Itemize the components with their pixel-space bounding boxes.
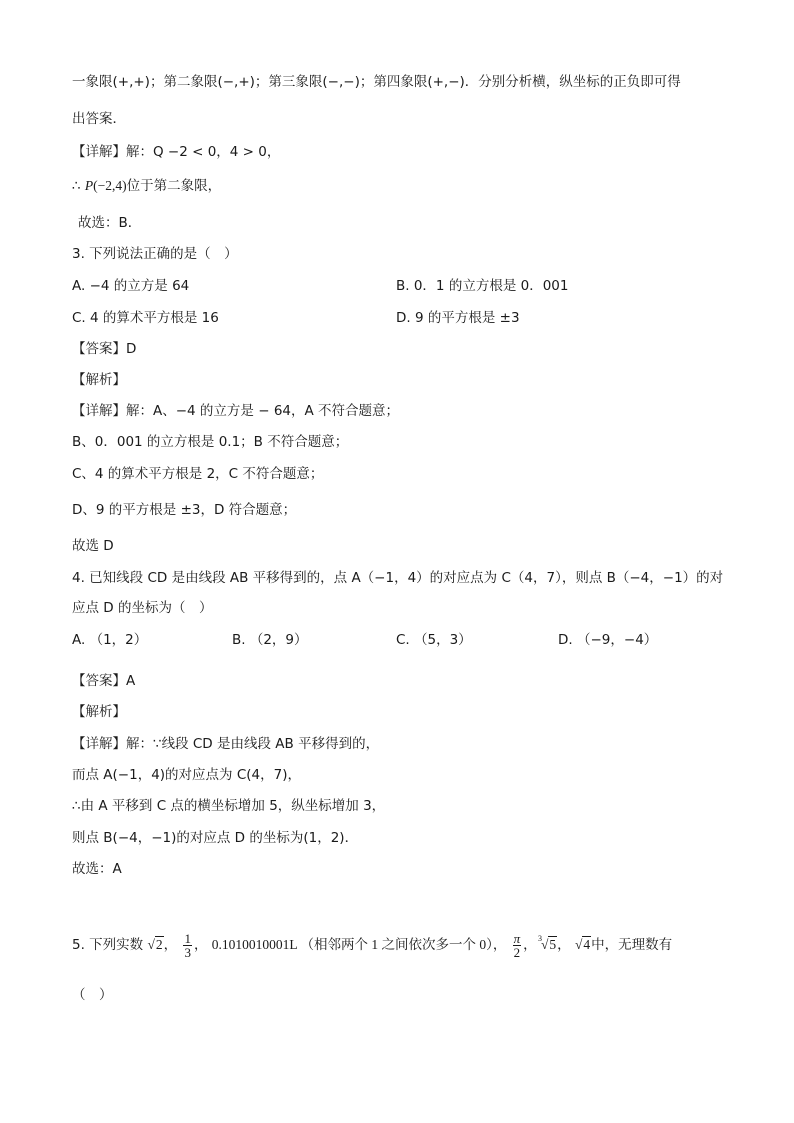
- text-line-point-p: [72, 176, 221, 196]
- q3-option-b: B. 0．1 的立方根是 0．001: [396, 278, 569, 294]
- q3-detail-c: C、4 的算术平方根是 2，C 不符合题意；: [72, 466, 324, 482]
- q3-option-c: C. 4 的算术平方根是 16: [72, 310, 219, 326]
- sqrt-4: √4: [574, 937, 591, 952]
- separator: ，: [193, 937, 208, 953]
- cube-root-5: 3 √5: [537, 934, 557, 952]
- text-line-conclusion: 出答案．: [72, 111, 126, 127]
- point-p-coords: (−2,4)位于第二象限，: [93, 178, 222, 193]
- q4-stem-1: 4. 已知线段 CD 是由线段 AB 平移得到的，点 A（−1，4）的对应点为 C（4，7），则点 B（−4，−1）的对: [72, 570, 724, 586]
- q3-analysis: 【解析】: [72, 372, 126, 388]
- q4-option-a: A. （1，2）: [72, 632, 148, 648]
- q5-paren: （ ）: [72, 987, 113, 1003]
- q3-answer: 【答案】D: [72, 341, 137, 357]
- q4-stem-2: 应点 D 的坐标为（ ）: [72, 600, 213, 616]
- q4-detail-3: ∴由 A 平移到 C 点的横坐标增加 5，纵坐标增加 3，: [72, 798, 386, 814]
- q5-tail: 中，无理数有: [591, 937, 673, 953]
- separator: ，: [557, 937, 571, 953]
- q3-detail-d: D、9 的平方根是 ±3，D 符合题意；: [72, 502, 297, 518]
- separator: ，: [163, 937, 178, 953]
- q3-detail-a: 【详解】解：A、−4 的立方是 − 64，A 不符合题意；: [72, 403, 400, 419]
- q3-choice: 故选 D: [72, 538, 114, 554]
- q3-option-d: D. 9 的平方根是 ±3: [396, 310, 520, 326]
- therefore-symbol: ∴: [72, 178, 85, 194]
- q4-detail-2: 而点 A(−1，4)的对应点为 C(4，7)，: [72, 767, 301, 783]
- text-line-quadrants: 一象限(+,+)；第二象限(−,+)；第三象限(−,−)；第四象限(+,−)．分别分析横，纵坐标的正负即可得: [72, 74, 681, 90]
- q4-detail-1: 【详解】解：∵线段 CD 是由线段 AB 平移得到的，: [72, 736, 380, 752]
- q4-option-b: B. （2，9）: [232, 632, 308, 648]
- q4-answer: 【答案】A: [72, 673, 136, 689]
- q5-number: 5. 下列实数: [72, 937, 144, 953]
- decimal-number: 0.1010010001L （相邻两个 1 之间依次多一个 0），: [211, 937, 507, 952]
- fraction-one-third: $\frac{1}{3}$: [184, 930, 191, 960]
- q3-option-a: A. −4 的立方是 64: [72, 278, 190, 294]
- text-line-detail: 【详解】解：Q −2 < 0，4 > 0，: [72, 144, 281, 160]
- q3-stem: 3. 下列说法正确的是（ ）: [72, 246, 238, 262]
- sqrt-2: √2: [147, 937, 163, 952]
- point-p-label: P: [84, 178, 94, 193]
- q4-choice: 故选：A: [72, 861, 122, 877]
- text-line-choice-b: 故选：B．: [78, 215, 142, 231]
- q4-analysis: 【解析】: [72, 704, 126, 720]
- q4-option-d: D. （−9，−4）: [558, 632, 658, 648]
- q3-detail-b: B、0．001 的立方根是 0.1；B 不符合题意；: [72, 434, 349, 450]
- q4-option-c: C. （5，3）: [396, 632, 472, 648]
- separator: ，: [523, 937, 537, 953]
- q5-stem: [72, 928, 672, 962]
- fraction-pi-over-2: $\frac{\pi}{2}$: [513, 930, 521, 960]
- q4-detail-4: 则点 B(−4，−1)的对应点 D 的坐标为(1，2)．: [72, 830, 359, 846]
